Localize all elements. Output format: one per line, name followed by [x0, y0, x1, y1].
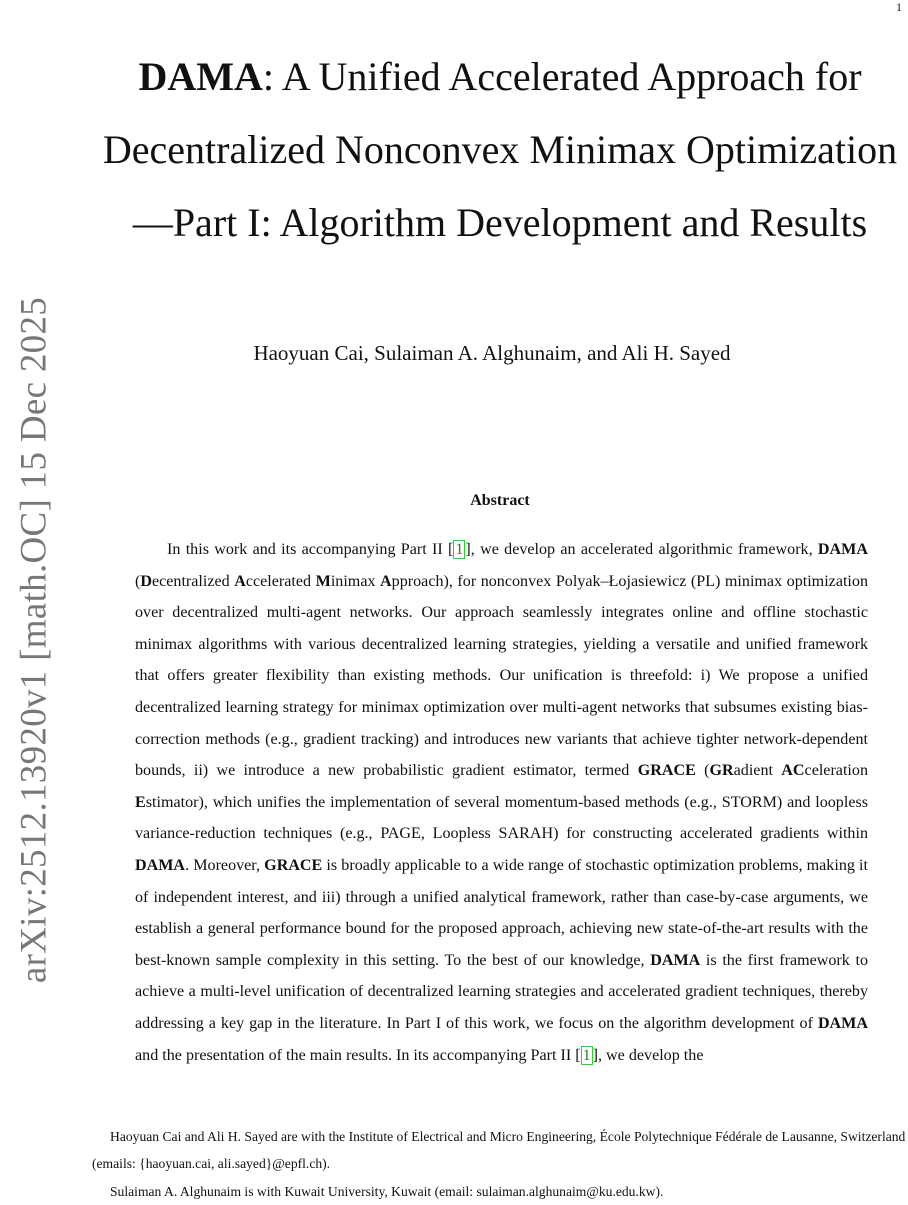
footnote-affiliation-epfl: Haoyuan Cai and Ali H. Sayed are with the Institute of Electrical and Micro Engineering, École Polytechnique Fédérale de Lausanne, Switzerland (emails: {haoyuan.cai, ali.sayed}@epfl.ch).: [92, 1129, 906, 1171]
abstract-text: ), for nonconvex Polyak–Łojasiewicz (PL) minimax optimization over decentralized multi-agent networks. Our approach seamlessly integrates online and offline stochastic minimax algorithms with various decentralized learning strategies, yielding a versatile and unified framework that offers greater flexibility than existing methods. Our unification is threefold: i) We propose a unified decentralized learning strategy for minimax optimization over multi-agent networks that subsumes existing bias-correction methods (e.g., gradient tracking) and introduces new variants that achieve tighter network-dependent bounds, ii) we introduce a new probabilistic gradient estimator, termed: [135, 572, 868, 780]
abstract-heading: Abstract: [470, 492, 530, 509]
acronym-letter: GR: [709, 762, 734, 780]
citation-link[interactable]: 1: [455, 541, 464, 558]
abstract-text: In this work and its accompanying Part II [: [167, 541, 454, 558]
abstract-text: pproach: [391, 572, 444, 590]
dama-term: DAMA: [817, 1014, 868, 1032]
abstract-text: is broadly applicable to a wide range of stochastic optimization problems, making it of independent interest, and iii) through a unified analytical framework, rather than case-by-case arguments, we establish a general performance bound for the proposed approach, achieving new state-of-the-art results with the best-known sample complexity in this setting. To the best of our knowledge,: [135, 856, 868, 969]
abstract-text: adient: [733, 762, 782, 780]
abstract-text: . Moreover,: [185, 856, 265, 874]
dama-term: DAMA: [817, 541, 868, 558]
title-rest: : A Unified Accelerated Approach for Decentralized Nonconvex Minimax Optimization—Part I: Algorithm Development and Results: [102, 54, 898, 245]
acronym-letter: M: [315, 572, 331, 590]
paper-title: [92, 40, 908, 259]
page-number: 1: [896, 0, 902, 14]
title-bold-acronym: DAMA: [138, 54, 263, 99]
abstract-text: ), which unifies the implementation of several momentum-based methods (e.g., STORM) and loopless variance-reduction techniques (e.g., PAGE, Loopless SARAH) for constructing accelerated gradients within: [135, 793, 868, 843]
abstract-text: stimator: [145, 793, 199, 811]
grace-term: GRACE: [264, 856, 323, 874]
acronym-letter: A: [234, 572, 246, 590]
dama-term: DAMA: [135, 856, 186, 874]
acronym-letter: E: [135, 793, 146, 811]
footnote-affiliation-kuwait: Sulaiman A. Alghunaim is with Kuwait University, Kuwait (email: sulaiman.alghunaim@ku.edu.kw).: [110, 1184, 664, 1199]
acronym-letter: D: [140, 572, 152, 590]
dama-term: DAMA: [650, 951, 701, 969]
abstract-text: ], we develop an accelerated algorithmic framework,: [465, 541, 818, 558]
acronym-letter: AC: [781, 762, 805, 780]
abstract-body: [135, 534, 868, 1071]
author-list: Haoyuan Cai, Sulaiman A. Alghunaim, and Ali H. Sayed: [253, 341, 731, 365]
abstract-text: inimax: [330, 572, 381, 590]
arxiv-identifier-stamp: arXiv:2512.13920v1 [math.OC] 15 Dec 2025: [13, 296, 55, 984]
citation-link[interactable]: 1: [582, 1046, 591, 1064]
abstract-text: (: [695, 762, 710, 780]
abstract-text: (: [135, 572, 141, 590]
grace-term: GRACE: [637, 762, 696, 780]
abstract-text: and the presentation of the main results. In its accompanying Part II [: [135, 1046, 581, 1064]
abstract-text: ecentralized: [151, 572, 235, 590]
acronym-letter: A: [380, 572, 392, 590]
abstract-text: ccelerated: [245, 572, 316, 590]
abstract-text: ], we develop the: [592, 1046, 704, 1064]
abstract-text: celeration: [804, 762, 868, 780]
abstract-text: is the first framework to achieve a multi-level unification of decentralized learning strategies and accelerated gradient techniques, thereby addressing a key gap in the literature. In Part I of this work, we focus on the algorithm development of: [135, 951, 868, 1032]
